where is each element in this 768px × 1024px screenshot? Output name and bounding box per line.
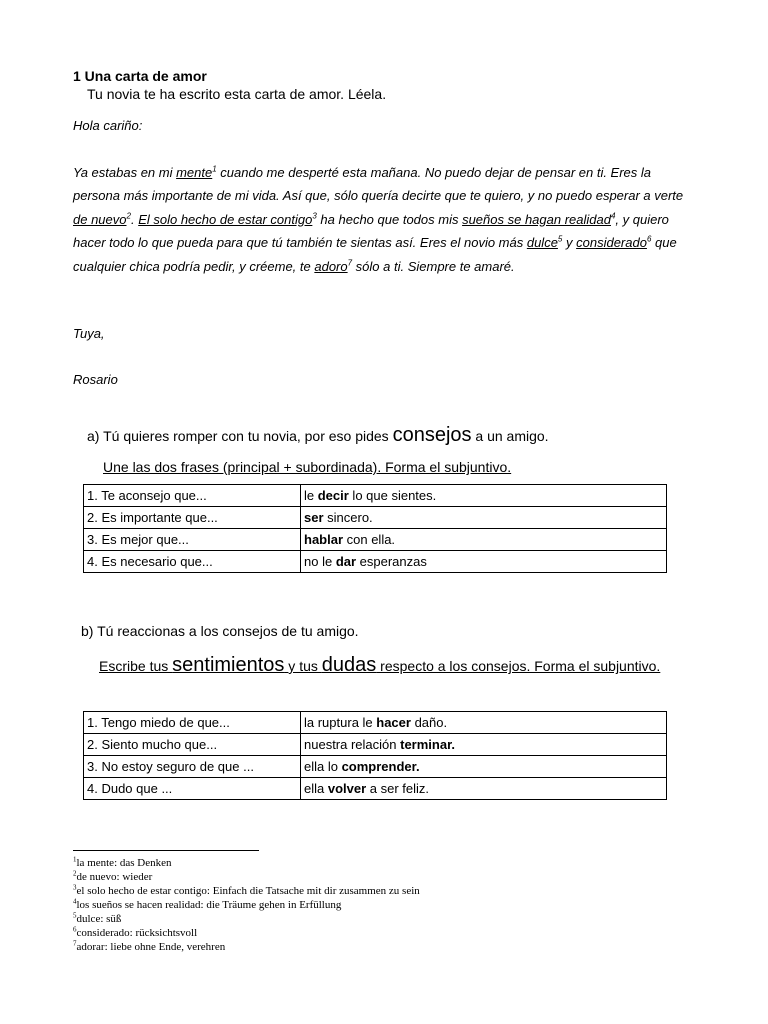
footnote-ref: 4 xyxy=(610,211,616,221)
footnote: $^3$el solo hecho de estar contigo: Einfach die Tatsache mit dir zusammen zu sein xyxy=(73,883,420,897)
table-cell: 2. Siento mucho que... xyxy=(84,734,301,756)
footnote: $^1$la mente: das Denken xyxy=(73,855,172,869)
table-row xyxy=(84,529,667,551)
table-cell: 2. Es importante que... xyxy=(84,507,301,529)
vocab-term: El solo hecho de estar contigo xyxy=(138,211,313,227)
exercise-title: 1 Una carta de amor xyxy=(73,68,207,84)
exercise-intro: Tu novia te ha escrito esta carta de amor. Léela. xyxy=(87,86,387,102)
footnotes xyxy=(73,856,420,954)
vocab-term: sueños se hagan realidad xyxy=(462,211,611,227)
part-a-instruction: Une las dos frases (principal + subordinada). Forma el subjuntivo. xyxy=(103,459,512,475)
table-cell: 3. Es mejor que... xyxy=(84,529,301,551)
letter-text: y xyxy=(562,235,577,251)
part-a-question: a) Tú quieres romper con tu novia, por eso pides consejos a un amigo. xyxy=(87,424,549,446)
footnote-ref: 2 xyxy=(126,211,131,221)
table-cell: ella volver a ser feliz. xyxy=(301,778,667,800)
footnote-ref: 6 xyxy=(646,234,652,244)
table-cell: ella lo comprender. xyxy=(301,756,667,778)
letter-body xyxy=(73,161,698,278)
letter-text: que cualquier chica podría pedir, y créeme, te xyxy=(73,235,677,274)
footnote: $^2$de nuevo: wieder xyxy=(73,869,153,883)
table-cell: le decir lo que sientes. xyxy=(301,485,667,507)
table-cell: 4. Es necesario que... xyxy=(84,551,301,573)
footnote: $^4$los sueños se hacen realidad: die Träume gehen in Erfüllung xyxy=(73,897,342,911)
table-row xyxy=(84,551,667,573)
footnote-ref: 7 xyxy=(347,258,353,268)
table-row xyxy=(84,756,667,778)
part-b-question: b) Tú reaccionas a los consejos de tu amigo. xyxy=(81,623,359,639)
footnote-divider xyxy=(73,850,259,851)
footnote: $^5$dulce: süß xyxy=(73,911,122,925)
letter-text: , y quiero hacer todo lo que pueda para que tú también te sientas así. Eres el novio más xyxy=(73,211,669,251)
letter-text: Ya estabas en mi xyxy=(73,165,177,180)
table-cell: no le dar esperanzas xyxy=(301,551,667,573)
table-row xyxy=(84,485,667,507)
letter-greeting: Hola cariño: xyxy=(73,118,143,133)
footnote-ref: 5 xyxy=(557,234,563,244)
footnote-ref: 3 xyxy=(312,211,317,221)
letter-text: sólo a ti. Siempre te amaré. xyxy=(352,258,515,274)
part-b-table xyxy=(83,711,667,800)
table-cell: nuestra relación terminar. xyxy=(301,734,667,756)
vocab-term: mente xyxy=(176,165,213,180)
footnote: $^7$adorar: liebe ohne Ende, verehren xyxy=(73,939,226,953)
vocab-term: dulce xyxy=(526,235,558,251)
table-cell: 1. Te aconsejo que... xyxy=(84,485,301,507)
keyword-dudas: dudas xyxy=(321,654,377,676)
table-row xyxy=(84,507,667,529)
table-cell: 1. Tengo miedo de que... xyxy=(84,712,301,734)
letter-signature: Rosario xyxy=(73,372,118,387)
table-cell: hablar con ella. xyxy=(301,529,667,551)
vocab-term: de nuevo xyxy=(73,211,127,227)
table-cell: la ruptura le hacer daño. xyxy=(301,712,667,734)
letter-text: cuando me desperté esta mañana. No puedo dejar de pensar en ti. Eres la persona más importante de mi vida. Así que, sólo quería decirte que te quiero, y no puedo esperar a verte xyxy=(73,165,684,204)
keyword-consejos: consejos xyxy=(392,424,472,446)
letter-text: ha hecho que todos mis xyxy=(316,211,463,227)
vocab-term: adoro xyxy=(314,258,348,274)
table-row xyxy=(84,712,667,734)
table-cell: ser sincero. xyxy=(301,507,667,529)
footnote-ref: 1 xyxy=(212,164,217,174)
table-cell: 3. No estoy seguro de que ... xyxy=(84,756,301,778)
vocab-term: considerado xyxy=(576,235,647,251)
letter-closing: Tuya, xyxy=(73,326,105,341)
table-row xyxy=(84,778,667,800)
table-row xyxy=(84,734,667,756)
part-b-instruction: Escribe tus sentimientos y tus dudas respecto a los consejos. Forma el subjuntivo. xyxy=(99,654,661,676)
part-a-table xyxy=(83,484,667,573)
footnote: $^6$considerado: rücksichtsvoll xyxy=(73,925,198,939)
table-cell: 4. Dudo que ... xyxy=(84,778,301,800)
letter-text: . xyxy=(130,211,139,227)
keyword-sentimientos: sentimientos xyxy=(172,654,285,676)
